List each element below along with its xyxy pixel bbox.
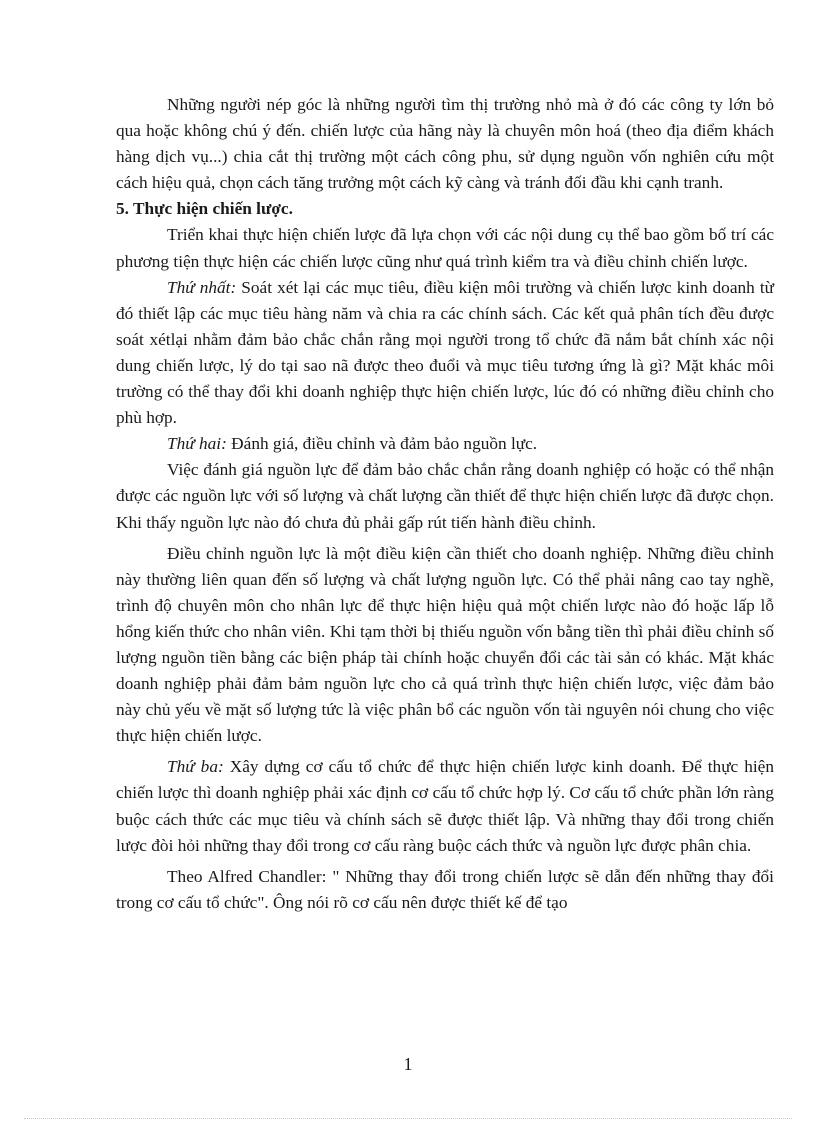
section-heading-text: 5. Thực hiện chiến lược.	[116, 199, 293, 219]
section-heading	[116, 196, 774, 222]
footer-divider	[24, 1118, 792, 1119]
paragraph-lead: Thứ hai:	[167, 434, 227, 454]
paragraph-text: Việc đánh giá nguồn lực để đảm bảo chắc chắn rằng doanh nghiệp có hoặc có thể nhận được các nguồn lực với số lượng và chất lượng cần thiết để thực hiện chiến lược đã được chọn. Khi thấy nguồn lực nào đó chưa đủ phải gấp rút tiến hành điều chỉnh.	[116, 460, 774, 532]
paragraph-resource-evaluation	[116, 457, 774, 535]
paragraph-text: Điều chỉnh nguồn lực là một điều kiện cần thiết cho doanh nghiệp. Những điều chỉnh này thường liên quan đến số lượng và chất lượng nguồn lực. Có thể phải nâng cao tay nghề, trình độ chuyên môn cho nhân lực để thực hiện hiệu quả một chiến lược nào đó hoặc lấp lỗ hổng kiến thức cho nhân viên. Khi tạm thời bị thiếu nguồn vốn bằng tiền thì phải điều chỉnh số lượng nguồn tiền bằng các biện pháp tài chính hoặc chuyển đổi các tài sản có khác. Mặt khác doanh nghiệp phải đảm bảm nguồn lực cho cả quá trình thực hiện chiến lược, việc đảm bảo này chủ yếu về mặt số lượng tức là việc phân bổ các nguồn vốn tài nguyên nói chung cho việc thực hiện chiến lược.	[116, 543, 774, 746]
paragraph-first-step	[116, 275, 774, 432]
paragraph-text: Xây dựng cơ cấu tổ chức để thực hiện chiến lược kinh doanh. Để thực hiện chiến lược thì doanh nghiệp phải xác định cơ cấu tổ chức hợp lý. Cơ cấu tổ chức phần lớn ràng buộc cách thức các mục tiêu và chính sách sẽ được thiết lập. Và những thay đổi trong chiến lược đòi hỏi những thay đổi trong cơ cấu ràng buộc cách thức và nguồn lực được phân chia.	[116, 757, 774, 855]
page-body	[116, 92, 774, 916]
paragraph-text: Những người nép góc là những người tìm thị trường nhỏ mà ở đó các công ty lớn bỏ qua hoặc không chú ý đến. chiến lược của hãng này là chuyên môn hoá (theo địa điểm khách hàng dịch vụ...) chia cắt thị trường một cách công phu, sử dụng nguồn vốn nghiên cứu một cách hiệu quả, chọn cách tăng trưởng một cách kỹ càng và tránh đối đầu khi cạnh tranh.	[116, 95, 774, 193]
paragraph-text: Soát xét lại các mục tiêu, điều kiện môi trường và chiến lược kinh doanh từ đó thiết lập các mục tiêu hàng năm và chia ra các chính sách. Các kết quả phân tích đều được soát xétlại nhằm đảm bảo chắc chắn rằng mọi người trong tổ chức đã nắm bắt chính xác nội dung chiến lược, lý do tại sao nã được theo đuổi và mục tiêu tương ứng là gì? Mặt khác môi trường có thể thay đổi khi doanh nghiệp thực hiện chiến lược, lúc đó có những điều chỉnh cho phù hợp.	[116, 277, 775, 428]
paragraph-strategy-implementation	[116, 222, 774, 274]
paragraph-market-nichers	[116, 92, 774, 196]
paragraph-resource-adjustment	[116, 541, 774, 750]
page-number: 1	[403, 1054, 413, 1074]
paragraph-text: Triển khai thực hiện chiến lược đã lựa chọn với các nội dung cụ thể bao gồm bố trí các phương tiện thực hiện các chiến lược cũng như quá trình kiểm tra và điều chỉnh chiến lược.	[116, 225, 774, 271]
paragraph-third-step	[116, 754, 774, 858]
paragraph-chandler-quote	[116, 864, 774, 916]
paragraph-lead: Thứ nhất:	[167, 277, 237, 297]
paragraph-second-step	[116, 431, 774, 457]
paragraph-text: Theo Alfred Chandler: " Những thay đổi trong chiến lược sẽ dẫn đến những thay đổi trong cơ cấu tổ chức". Ông nói rõ cơ cấu nên được thiết kế để tạo	[116, 866, 774, 912]
paragraph-lead: Thứ ba:	[167, 757, 224, 777]
paragraph-text: Đánh giá, điều chỉnh và đảm bảo nguồn lực.	[226, 434, 538, 454]
